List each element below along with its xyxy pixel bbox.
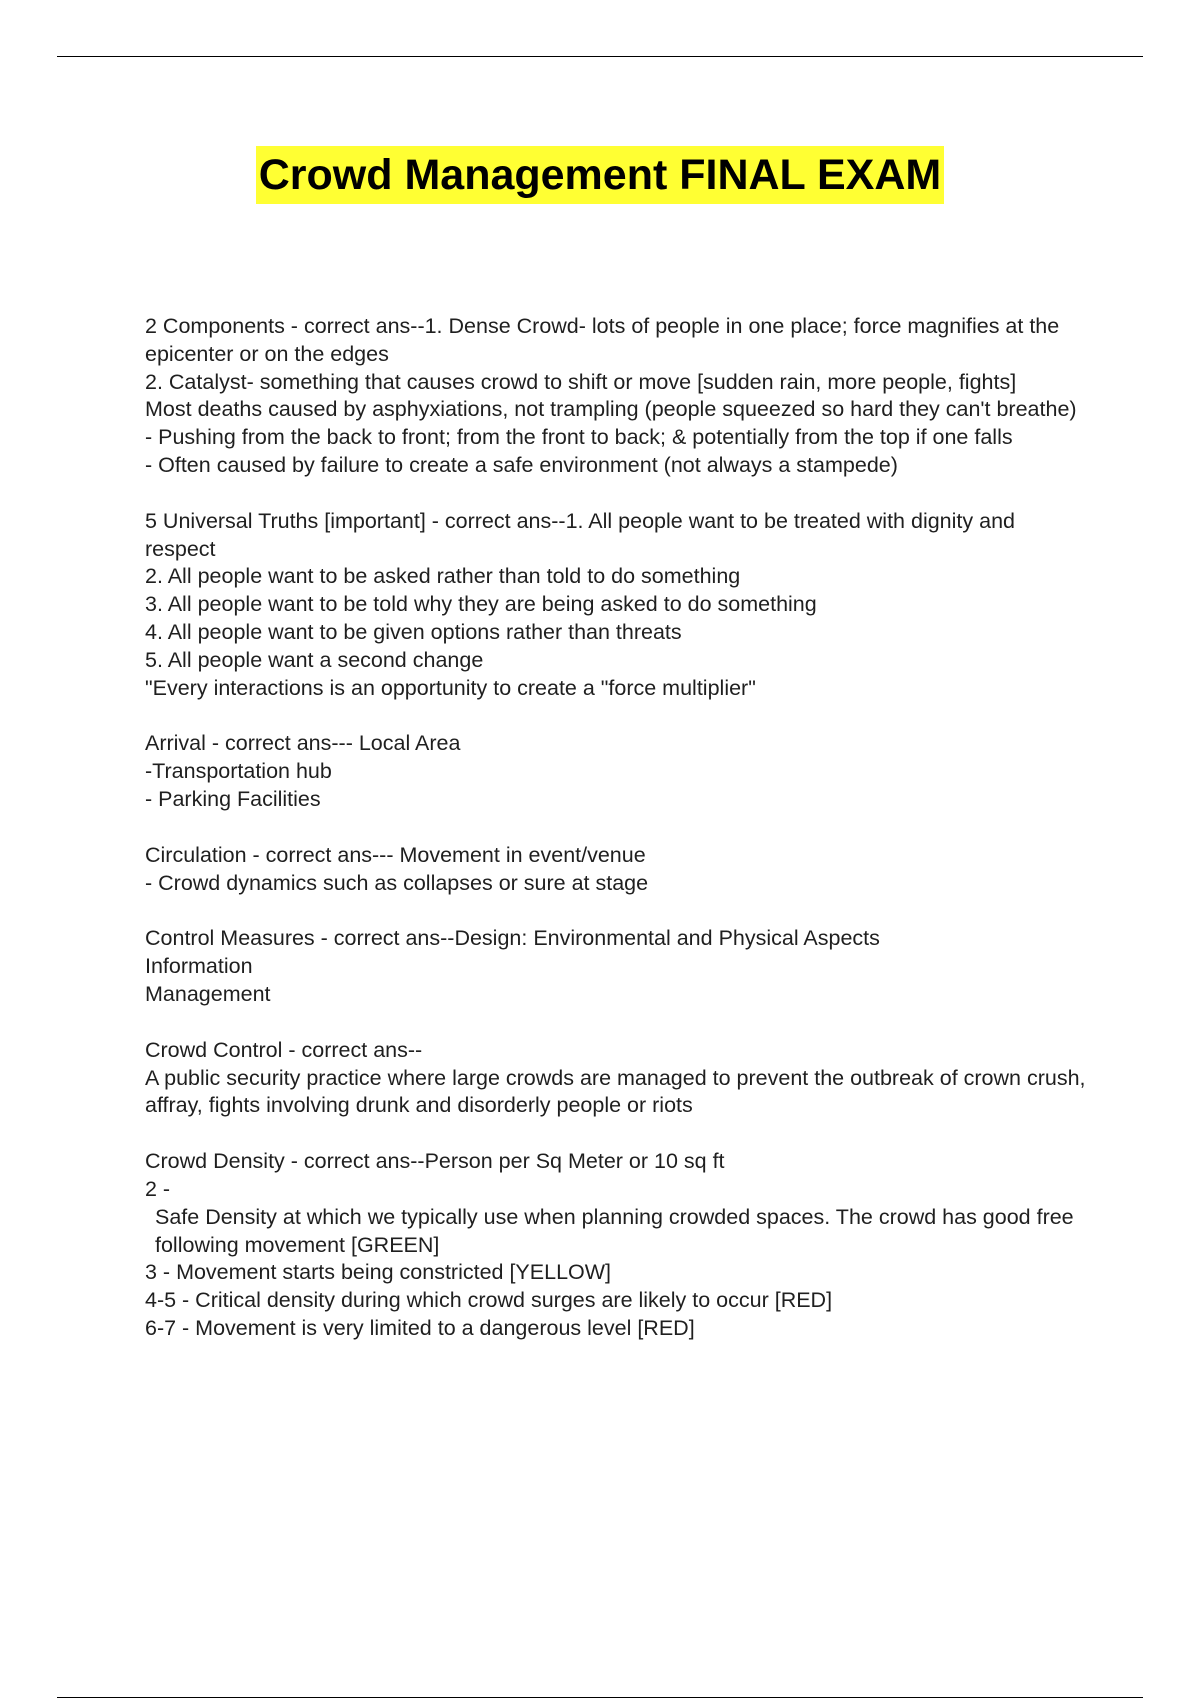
entry-text-line: "Every interactions is an opportunity to create a "force multiplier" <box>145 675 756 700</box>
page-title: Crowd Management FINAL EXAM <box>256 146 944 204</box>
entry-text-line: 6-7 - Movement is very limited to a dangerous level [RED] <box>145 1315 695 1340</box>
entry-text-line: - Pushing from the back to front; from the front to back; & potentially from the top if one falls <box>145 425 1013 450</box>
qa-entry-crowd-control <box>145 1037 1090 1120</box>
entry-text-line: 5 Universal Truths [important] - correct ans--1. All people want to be treated with dignity and respect <box>145 508 1021 561</box>
qa-entry-2-components <box>145 313 1090 480</box>
entry-text-line: - Crowd dynamics such as collapses or sure at stage <box>145 870 649 895</box>
entry-text-line: - Often caused by failure to create a safe environment (not always a stampede) <box>145 452 898 477</box>
entry-text-line: 2. All people want to be asked rather than told to do something <box>145 564 741 589</box>
qa-entry-crowd-density <box>145 1148 1090 1343</box>
qa-entry-5-universal-truths <box>145 508 1090 703</box>
entry-text-line: 3 - Movement starts being constricted [YELLOW] <box>145 1260 612 1285</box>
entry-text-line: A public security practice where large crowds are managed to prevent the outbreak of crown crush, affray, fights involving drunk and disorderly people or riots <box>145 1065 1092 1118</box>
entry-text-line: 4-5 - Critical density during which crowd surges are likely to occur [RED] <box>145 1288 833 1313</box>
entry-text-line: Information <box>145 954 253 979</box>
bottom-divider <box>57 1697 1143 1698</box>
entry-text-line: 2 - <box>145 1176 171 1201</box>
entry-text-line: Arrival - correct ans--- Local Area <box>145 731 461 756</box>
entry-text-line: - Parking Facilities <box>145 786 321 811</box>
entry-text-line: Crowd Density - correct ans--Person per Sq Meter or 10 sq ft <box>145 1149 725 1174</box>
title-container <box>0 146 1200 204</box>
entry-text-line: Control Measures - correct ans--Design: Environmental and Physical Aspects <box>145 926 880 951</box>
entry-text-line: Circulation - correct ans--- Movement in event/venue <box>145 842 646 867</box>
entry-text-line: Crowd Control - correct ans-- <box>145 1037 423 1062</box>
entry-text-line: 4. All people want to be given options rather than threats <box>145 619 682 644</box>
entry-text-line: Most deaths caused by asphyxiations, not trampling (people squeezed so hard they can't breathe) <box>145 397 1077 422</box>
entry-text-line: 3. All people want to be told why they are being asked to do something <box>145 592 817 617</box>
entry-text-line: 2 Components - correct ans--1. Dense Crowd- lots of people in one place; force magnifies at the epicenter or on the edges <box>145 314 1066 366</box>
qa-entry-control-measures <box>145 925 1090 1008</box>
qa-entry-circulation <box>145 842 1090 898</box>
entry-text-line: -Transportation hub <box>145 759 332 784</box>
top-divider <box>57 56 1143 57</box>
document-body <box>145 313 1090 1371</box>
entry-text-line: Management <box>145 981 271 1006</box>
entry-text-line: 2. Catalyst- something that causes crowd to shift or move [sudden rain, more people, fights] <box>145 369 1017 394</box>
entry-text-line: Safe Density at which we typically use when planning crowded spaces. The crowd has good free following movement [GREEN] <box>155 1204 1080 1257</box>
qa-entry-arrival <box>145 730 1090 813</box>
entry-text-line: 5. All people want a second change <box>145 647 484 672</box>
